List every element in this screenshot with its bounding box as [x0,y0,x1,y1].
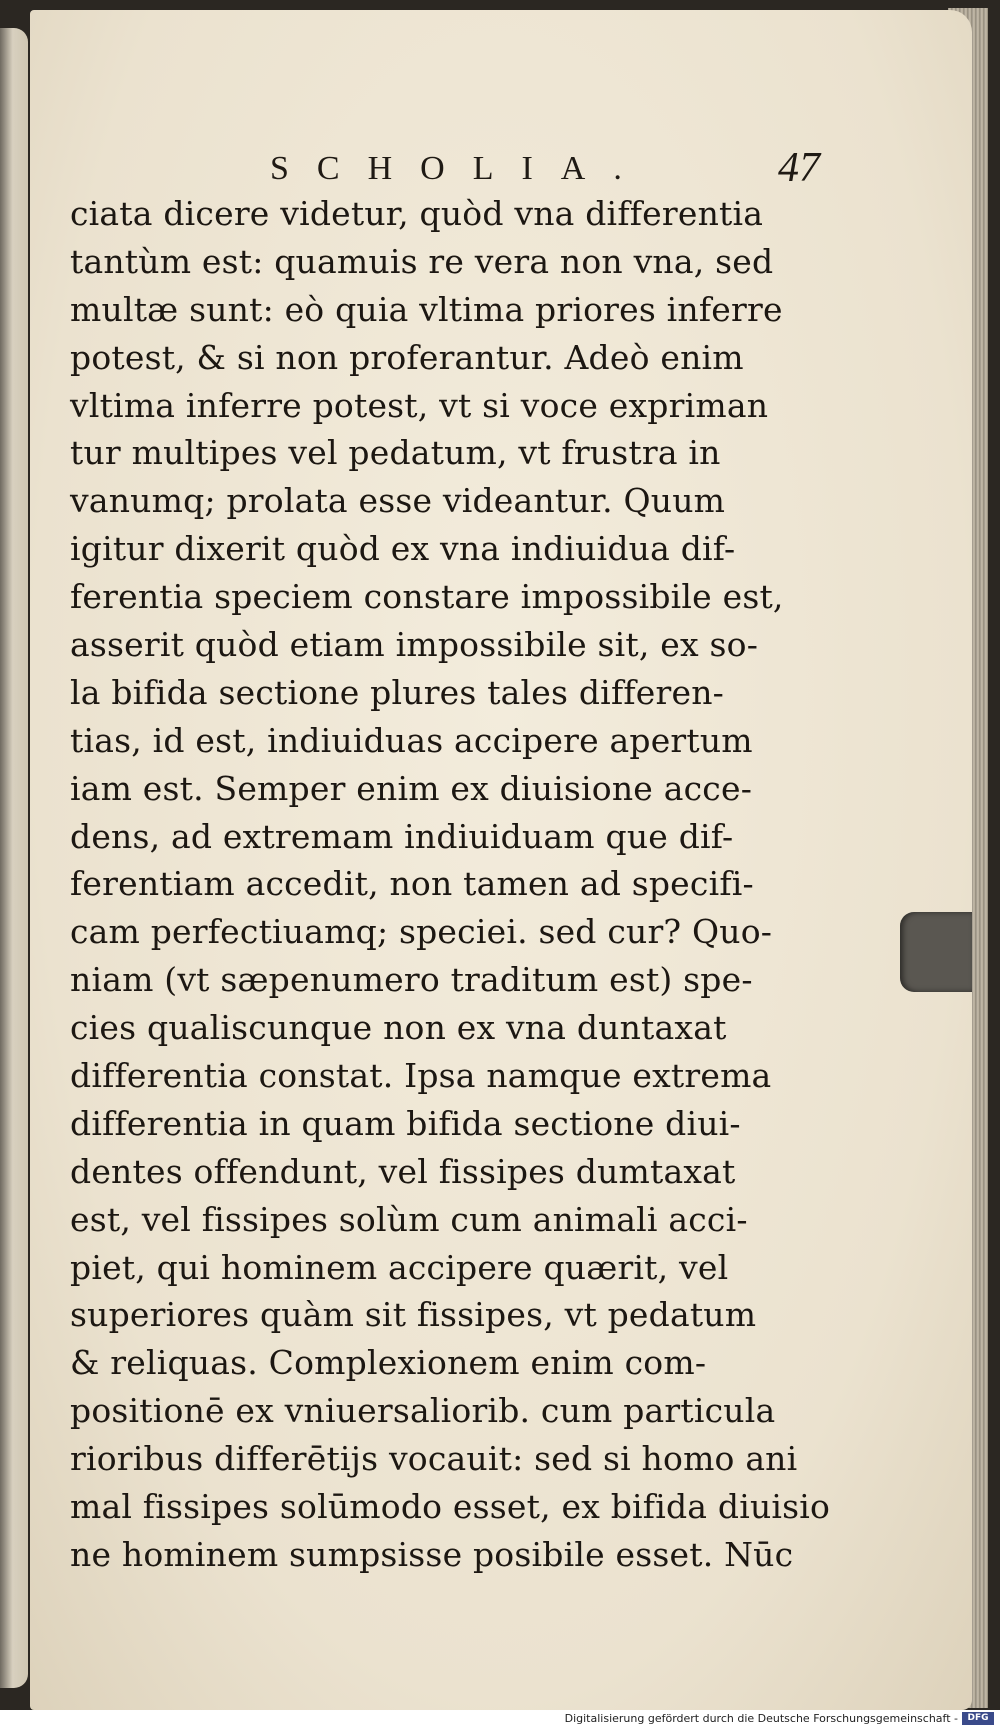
text-line: asserit quòd etiam impossibile sit, ex so- [70,625,759,665]
digitization-footer [0,1710,1000,1727]
text-line: positionē ex vniuersaliorib. cum particula [70,1391,776,1431]
text-line: dentes offendunt, vel fissipes dumtaxat [70,1151,736,1191]
text-line: differentia constat. Ipsa namque extrema [70,1056,772,1096]
text-line: cies qualiscunque non ex vna duntaxat [70,1008,727,1048]
text-line: igitur dixerit quòd ex vna indiuidua dif- [70,529,736,569]
text-line: vanumq; prolata esse videantur. Quum [70,481,726,521]
text-line: potest, & si non proferantur. Adeò enim [70,337,744,377]
text-line: cam perfectiuamq; speciei. sed cur? Quo- [70,912,773,952]
text-line: dens, ad extremam indiuiduam que dif- [70,816,734,856]
text-line: piet, qui hominem accipere quærit, vel [70,1247,729,1287]
dfg-logo: DFG [962,1712,994,1725]
text-line: & reliquas. Complexionem enim com- [70,1343,707,1383]
text-line: vltima inferre potest, vt si voce expriman [70,385,769,425]
body-text [70,190,840,1579]
running-title: SCHOLIA. [270,150,650,187]
page-number: 47 [778,145,820,191]
text-line: ne hominem sumpsisse posibile esset. Nūc [70,1534,794,1574]
text-line: mal fissipes solūmodo esset, ex bifida diuisio [70,1487,831,1527]
text-line: ciata dicere videtur, quòd vna differentia [70,194,764,233]
text-line: tantùm est: quamuis re vera non vna, sed [70,241,774,281]
text-line: est, vel fissipes solùm cum animali acci- [70,1199,748,1239]
text-line: niam (vt sæpenumero traditum est) spe- [70,960,753,1000]
previous-page-edge [0,28,28,1688]
text-line: differentia in quam bifida sectione diui- [70,1103,741,1143]
page-clip [900,912,972,992]
text-line: tur multipes vel pedatum, vt frustra in [70,433,721,473]
text-line: tias, id est, indiuiduas accipere apertum [70,720,753,760]
text-line: multæ sunt: eò quia vltima priores inferre [70,289,783,329]
text-line: ferentiam accedit, non tamen ad specifi- [70,864,754,904]
text-line: rioribus differētijs vocauit: sed si homo ani [70,1439,798,1479]
text-line: la bifida sectione plures tales differen- [70,672,725,712]
text-line: superiores quàm sit fissipes, vt pedatum [70,1295,757,1335]
text-line: ferentia speciem constare impossibile est, [70,577,784,617]
footer-credit: Digitalisierung gefördert durch die Deutsche Forschungsgemeinschaft - [564,1712,958,1725]
text-line: iam est. Semper enim ex diuisione acce- [70,768,753,808]
